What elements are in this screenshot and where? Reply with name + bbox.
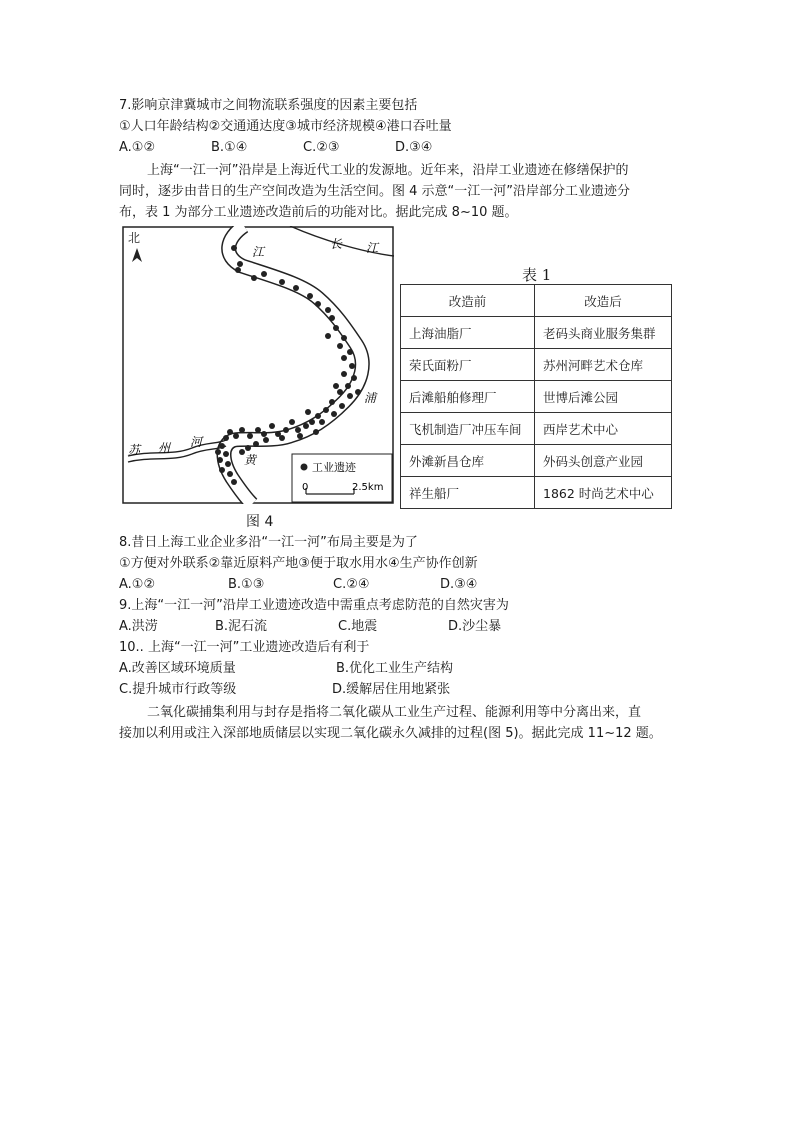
figure-caption: 图 4 [246, 514, 274, 530]
industrial-site-marker [261, 431, 267, 437]
cell-before: 后滩船舶修理厂 [401, 381, 535, 413]
industrial-site-marker [331, 411, 337, 417]
comparison-table [400, 284, 672, 509]
q8-option-a: A.①② [119, 577, 156, 592]
industrial-site-marker [227, 429, 233, 435]
industrial-site-marker [307, 293, 313, 299]
industrial-site-marker [263, 437, 269, 443]
q10-option-b: B.优化工业生产结构 [336, 661, 454, 676]
industrial-site-marker [247, 433, 253, 439]
cell-after: 西岸艺术中心 [535, 413, 672, 445]
industrial-site-marker [347, 393, 353, 399]
q10-option-a: A.改善区域环境质量 [119, 661, 236, 676]
industrial-site-marker [325, 333, 331, 339]
table-row [401, 349, 672, 381]
q7-option-d: D.③④ [395, 140, 433, 155]
intro-paragraph-1 [119, 160, 675, 223]
table-row [401, 381, 672, 413]
legend-label: 工业遗迹 [312, 461, 356, 474]
cell-after: 世博后滩公园 [535, 381, 672, 413]
intro2-line1: 二氧化碳捕集利用与封存是指将二氧化碳从工业生产过程、能源利用等中分离出来，直 [147, 705, 642, 720]
industrial-site-marker [251, 275, 257, 281]
map-legend [292, 454, 392, 502]
cell-before: 飞机制造厂冲压车间 [401, 413, 535, 445]
industrial-site-marker [233, 433, 239, 439]
river-label-pu: 浦 [364, 391, 377, 405]
cell-after: 老码头商业服务集群 [535, 317, 672, 349]
table-row [401, 413, 672, 445]
table-header-row [401, 285, 672, 317]
industrial-site-marker [283, 427, 289, 433]
industrial-site-marker [337, 343, 343, 349]
industrial-site-marker [313, 429, 319, 435]
industrial-site-marker [303, 423, 309, 429]
industrial-site-marker [319, 419, 325, 425]
header-after: 改造后 [535, 285, 672, 317]
header-before: 改造前 [401, 285, 535, 317]
q7-option-c: C.②③ [303, 140, 340, 155]
cell-after: 苏州河畔艺术仓库 [535, 349, 672, 381]
industrial-site-marker [253, 441, 259, 447]
industrial-site-marker [279, 279, 285, 285]
cell-after: 外码头创意产业园 [535, 445, 672, 477]
q10-option-d: D.缓解居住用地紧张 [332, 682, 451, 697]
table-title: 表 1 [522, 266, 552, 284]
industrial-site-marker [227, 471, 233, 477]
industrial-site-marker [341, 355, 347, 361]
q9-option-a: A.洪涝 [119, 619, 158, 634]
industrial-site-marker [245, 445, 251, 451]
north-label: 北 [128, 231, 141, 245]
industrial-site-marker [315, 301, 321, 307]
industrial-site-marker [297, 433, 303, 439]
industrial-site-marker [261, 271, 267, 277]
q7-stem: 7.影响京津冀城市之间物流联系强度的因素主要包括 [119, 98, 418, 113]
industrial-site-marker [269, 423, 275, 429]
industrial-site-marker [219, 467, 225, 473]
q10-option-c: C.提升城市行政等级 [119, 682, 237, 697]
industrial-site-marker [355, 389, 361, 395]
industrial-site-marker [231, 479, 237, 485]
industrial-site-marker [349, 363, 355, 369]
q8-option-d: D.③④ [440, 577, 478, 592]
industrial-site-marker [345, 383, 351, 389]
scale-value: 2.5km [352, 482, 384, 493]
industrial-site-marker [329, 399, 335, 405]
industrial-site-marker [231, 245, 237, 251]
industrial-site-marker [293, 285, 299, 291]
industrial-site-marker [239, 427, 245, 433]
q7-option-b: B.①④ [211, 140, 248, 155]
industrial-site-marker [337, 389, 343, 395]
table-row [401, 317, 672, 349]
q7-items: ①人口年龄结构②交通通达度③城市经济规模④港口吞吐量 [119, 119, 452, 134]
cell-before: 祥生船厂 [401, 477, 535, 509]
industrial-site-marker [219, 443, 225, 449]
industrial-site-marker [329, 315, 335, 321]
industrial-site-marker [309, 419, 315, 425]
q10-stem: 10.. 上海“一江一河”工业遗迹改造后有利于 [119, 640, 370, 655]
legend-site-marker [301, 464, 308, 471]
river-label-zhou: 州 [158, 441, 171, 455]
intro2-line2: 接加以利用或注入深部地质储层以实现二氧化碳永久减排的过程(图 5)。据此完成 11~12 题。 [119, 726, 662, 741]
industrial-site-marker [235, 267, 241, 273]
industrial-site-marker [341, 335, 347, 341]
industrial-site-marker [295, 427, 301, 433]
intro1-line3: 布，表 1 为部分工业遗迹改造前后的功能对比。据此完成 8~10 题。 [119, 205, 518, 220]
industrial-site-marker [225, 461, 231, 467]
industrial-site-marker [325, 307, 331, 313]
industrial-site-marker [315, 413, 321, 419]
table-row [401, 477, 672, 509]
scale-zero: 0 [302, 482, 309, 493]
industrial-site-marker [333, 325, 339, 331]
cell-before: 荣氏面粉厂 [401, 349, 535, 381]
industrial-site-marker [341, 371, 347, 377]
intro1-line2: 同时，逐步由昔日的生产空间改造为生活空间。图 4 示意“一江一河”沿岸部分工业遗迹分 [119, 184, 631, 199]
industrial-site-marker [351, 375, 357, 381]
table-row [401, 445, 672, 477]
industrial-site-marker [217, 457, 223, 463]
intro1-line1: 上海“一江一河”沿岸是上海近代工业的发源地。近年来，沿岸工业遗迹在修缮保护的 [147, 163, 629, 178]
industrial-site-marker [289, 419, 295, 425]
industrial-site-marker [215, 449, 221, 455]
industrial-site-marker [279, 435, 285, 441]
industrial-site-marker [255, 427, 261, 433]
industrial-site-marker [237, 261, 243, 267]
river-label-he: 河 [190, 435, 203, 449]
industrial-site-marker [239, 449, 245, 455]
cell-before: 上海油脂厂 [401, 317, 535, 349]
q8-items: ①方便对外联系②靠近原料产地③便于取水用水④生产协作创新 [119, 556, 478, 571]
cell-after: 1862 时尚艺术中心 [535, 477, 672, 509]
q9-option-c: C.地震 [338, 619, 378, 634]
q9-option-d: D.沙尘暴 [448, 619, 502, 634]
q8-option-b: B.①③ [228, 577, 265, 592]
q8-option-c: C.②④ [333, 577, 370, 592]
q9-stem: 9.上海“一江一河”沿岸工业遗迹改造中需重点考虑防范的自然灾害为 [119, 598, 509, 613]
q7-option-a: A.①② [119, 140, 156, 155]
industrial-site-marker [347, 349, 353, 355]
figure-4-map [122, 226, 394, 504]
industrial-site-marker [223, 451, 229, 457]
industrial-site-marker [333, 383, 339, 389]
river-label-su: 苏 [128, 443, 141, 457]
q9-option-b: B.泥石流 [215, 619, 268, 634]
q8-stem: 8.昔日上海工业企业多沿“一江一河”布局主要是为了 [119, 535, 418, 550]
industrial-site-marker [223, 435, 229, 441]
river-label-jiang-1: 江 [252, 245, 265, 259]
intro-paragraph-2 [119, 702, 675, 744]
river-label-chang: 长 [330, 237, 343, 251]
industrial-site-marker [339, 403, 345, 409]
industrial-site-marker [323, 407, 329, 413]
river-label-huang: 黄 [244, 453, 257, 467]
industrial-site-marker [305, 409, 311, 415]
river-label-jiang-2: 江 [366, 241, 379, 255]
cell-before: 外滩新昌仓库 [401, 445, 535, 477]
